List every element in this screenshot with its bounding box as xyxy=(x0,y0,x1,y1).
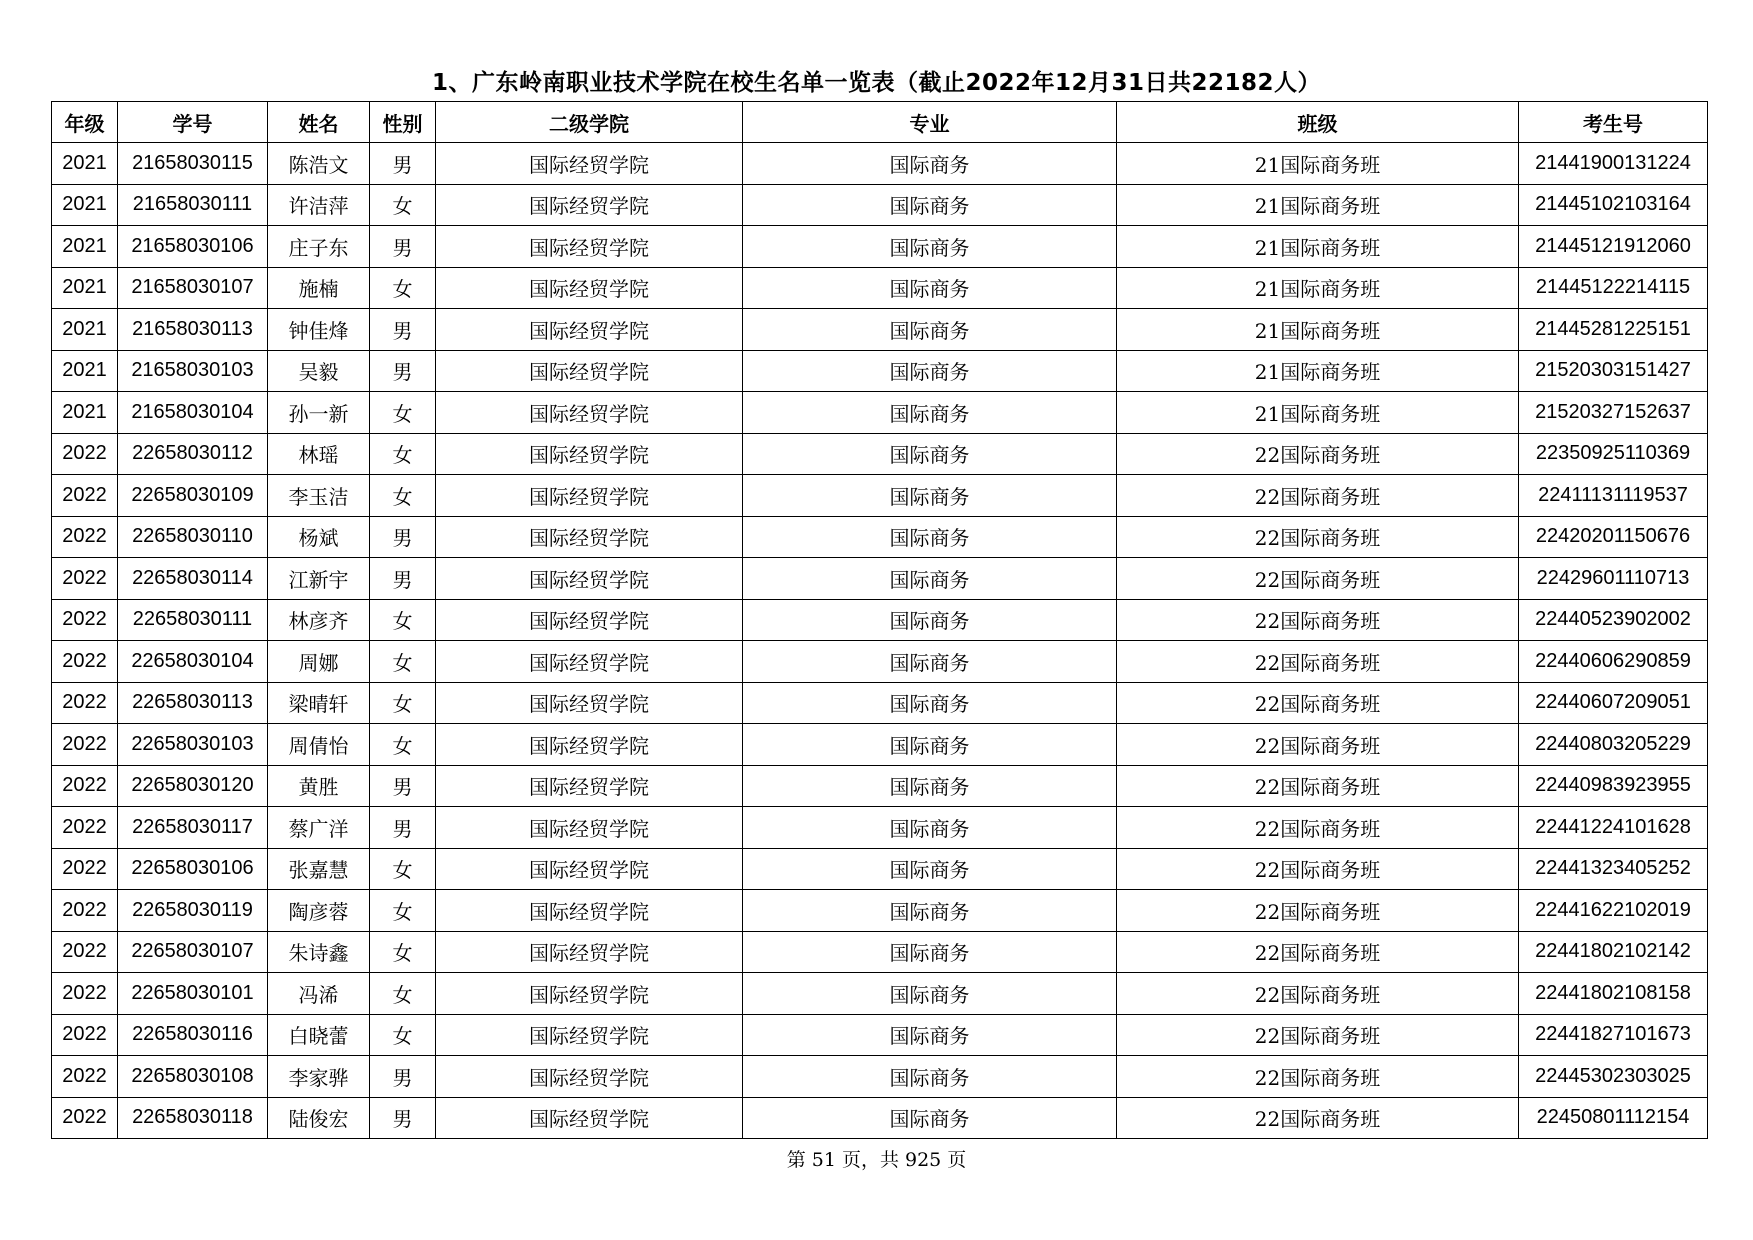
name-cell: 陈浩文 xyxy=(268,143,370,185)
exam-number-cell: 21520327152637 xyxy=(1519,392,1708,434)
table-row xyxy=(52,267,1708,309)
student-id-cell: 22658030117 xyxy=(118,807,268,849)
class-cell: 22国际商务班 xyxy=(1117,516,1519,558)
table-header xyxy=(52,102,1708,143)
grade-cell: 2022 xyxy=(52,1097,118,1139)
student-id-cell: 21658030111 xyxy=(118,184,268,226)
major-cell: 国际商务 xyxy=(743,1056,1117,1098)
grade-cell: 2021 xyxy=(52,309,118,351)
college-cell: 国际经贸学院 xyxy=(436,599,743,641)
major-cell: 国际商务 xyxy=(743,226,1117,268)
exam-number-cell: 22441622102019 xyxy=(1519,890,1708,932)
college-cell: 国际经贸学院 xyxy=(436,1014,743,1056)
name-cell: 冯浠 xyxy=(268,973,370,1015)
name-cell: 李玉洁 xyxy=(268,475,370,517)
exam-number-cell: 21445122214115 xyxy=(1519,267,1708,309)
grade-cell: 2021 xyxy=(52,184,118,226)
class-cell: 22国际商务班 xyxy=(1117,724,1519,766)
gender-cell: 男 xyxy=(370,350,436,392)
exam-number-cell: 22429601110713 xyxy=(1519,558,1708,600)
gender-cell: 男 xyxy=(370,1097,436,1139)
table-row xyxy=(52,807,1708,849)
class-cell: 22国际商务班 xyxy=(1117,558,1519,600)
grade-cell: 2022 xyxy=(52,724,118,766)
class-cell: 22国际商务班 xyxy=(1117,931,1519,973)
page-title: 1、广东岭南职业技术学院在校生名单一览表（截止2022年12月31日共22182人） xyxy=(431,70,1322,96)
class-cell: 21国际商务班 xyxy=(1117,309,1519,351)
major-cell: 国际商务 xyxy=(743,558,1117,600)
gender-cell: 女 xyxy=(370,475,436,517)
student-id-cell: 22658030110 xyxy=(118,516,268,558)
major-cell: 国际商务 xyxy=(743,807,1117,849)
student-id-cell: 21658030107 xyxy=(118,267,268,309)
gender-cell: 男 xyxy=(370,1056,436,1098)
class-cell: 22国际商务班 xyxy=(1117,973,1519,1015)
exam-number-cell: 21520303151427 xyxy=(1519,350,1708,392)
class-cell: 22国际商务班 xyxy=(1117,1014,1519,1056)
college-cell: 国际经贸学院 xyxy=(436,1056,743,1098)
header-row xyxy=(52,102,1708,143)
major-cell: 国际商务 xyxy=(743,641,1117,683)
class-cell: 21国际商务班 xyxy=(1117,143,1519,185)
table-row xyxy=(52,931,1708,973)
exam-number-cell: 21445281225151 xyxy=(1519,309,1708,351)
exam-number-cell: 22440983923955 xyxy=(1519,765,1708,807)
class-cell: 21国际商务班 xyxy=(1117,267,1519,309)
gender-cell: 女 xyxy=(370,641,436,683)
table-row xyxy=(52,724,1708,766)
college-cell: 国际经贸学院 xyxy=(436,848,743,890)
college-cell: 国际经贸学院 xyxy=(436,724,743,766)
student-id-cell: 22658030111 xyxy=(118,599,268,641)
class-cell: 22国际商务班 xyxy=(1117,890,1519,932)
name-cell: 陶彦蓉 xyxy=(268,890,370,932)
column-header-major: 专业 xyxy=(743,102,1117,143)
exam-number-cell: 21441900131224 xyxy=(1519,143,1708,185)
name-cell: 黄胜 xyxy=(268,765,370,807)
class-cell: 22国际商务班 xyxy=(1117,682,1519,724)
name-cell: 吴毅 xyxy=(268,350,370,392)
gender-cell: 男 xyxy=(370,558,436,600)
college-cell: 国际经贸学院 xyxy=(436,765,743,807)
student-id-cell: 22658030112 xyxy=(118,433,268,475)
grade-cell: 2022 xyxy=(52,599,118,641)
class-cell: 21国际商务班 xyxy=(1117,184,1519,226)
grade-cell: 2021 xyxy=(52,267,118,309)
grade-cell: 2021 xyxy=(52,392,118,434)
grade-cell: 2022 xyxy=(52,931,118,973)
grade-cell: 2021 xyxy=(52,143,118,185)
table-row xyxy=(52,890,1708,932)
class-cell: 22国际商务班 xyxy=(1117,807,1519,849)
table-row xyxy=(52,309,1708,351)
exam-number-cell: 22445302303025 xyxy=(1519,1056,1708,1098)
major-cell: 国际商务 xyxy=(743,848,1117,890)
exam-number-cell: 22440523902002 xyxy=(1519,599,1708,641)
exam-number-cell: 22441224101628 xyxy=(1519,807,1708,849)
table-row xyxy=(52,1097,1708,1139)
major-cell: 国际商务 xyxy=(743,1097,1117,1139)
student-id-cell: 22658030103 xyxy=(118,724,268,766)
grade-cell: 2022 xyxy=(52,558,118,600)
exam-number-cell: 22440607209051 xyxy=(1519,682,1708,724)
name-cell: 杨斌 xyxy=(268,516,370,558)
table-row xyxy=(52,516,1708,558)
gender-cell: 女 xyxy=(370,848,436,890)
exam-number-cell: 22441802102142 xyxy=(1519,931,1708,973)
grade-cell: 2022 xyxy=(52,1056,118,1098)
class-cell: 21国际商务班 xyxy=(1117,392,1519,434)
exam-number-cell: 22450801112154 xyxy=(1519,1097,1708,1139)
grade-cell: 2022 xyxy=(52,765,118,807)
gender-cell: 女 xyxy=(370,392,436,434)
column-header-class: 班级 xyxy=(1117,102,1519,143)
college-cell: 国际经贸学院 xyxy=(436,931,743,973)
page-footer: 第 51 页，共 925 页 xyxy=(786,1149,967,1171)
gender-cell: 男 xyxy=(370,226,436,268)
major-cell: 国际商务 xyxy=(743,184,1117,226)
name-cell: 林瑶 xyxy=(268,433,370,475)
class-cell: 21国际商务班 xyxy=(1117,350,1519,392)
exam-number-cell: 22441323405252 xyxy=(1519,848,1708,890)
student-roster-table xyxy=(51,101,1708,1139)
column-header-exam-number: 考生号 xyxy=(1519,102,1708,143)
student-id-cell: 22658030107 xyxy=(118,931,268,973)
class-cell: 22国际商务班 xyxy=(1117,1097,1519,1139)
name-cell: 周娜 xyxy=(268,641,370,683)
table-row xyxy=(52,143,1708,185)
student-id-cell: 22658030113 xyxy=(118,682,268,724)
student-id-cell: 21658030106 xyxy=(118,226,268,268)
table-row xyxy=(52,184,1708,226)
college-cell: 国际经贸学院 xyxy=(436,807,743,849)
name-cell: 庄子东 xyxy=(268,226,370,268)
table-row xyxy=(52,641,1708,683)
student-id-cell: 22658030108 xyxy=(118,1056,268,1098)
grade-cell: 2022 xyxy=(52,1014,118,1056)
exam-number-cell: 22441802108158 xyxy=(1519,973,1708,1015)
student-id-cell: 21658030113 xyxy=(118,309,268,351)
gender-cell: 女 xyxy=(370,184,436,226)
college-cell: 国际经贸学院 xyxy=(436,641,743,683)
name-cell: 陆俊宏 xyxy=(268,1097,370,1139)
grade-cell: 2022 xyxy=(52,973,118,1015)
name-cell: 李家骅 xyxy=(268,1056,370,1098)
major-cell: 国际商务 xyxy=(743,890,1117,932)
major-cell: 国际商务 xyxy=(743,973,1117,1015)
major-cell: 国际商务 xyxy=(743,724,1117,766)
college-cell: 国际经贸学院 xyxy=(436,309,743,351)
table-row xyxy=(52,1056,1708,1098)
college-cell: 国际经贸学院 xyxy=(436,350,743,392)
column-header-gender: 性别 xyxy=(370,102,436,143)
major-cell: 国际商务 xyxy=(743,516,1117,558)
gender-cell: 女 xyxy=(370,267,436,309)
class-cell: 22国际商务班 xyxy=(1117,599,1519,641)
college-cell: 国际经贸学院 xyxy=(436,392,743,434)
college-cell: 国际经贸学院 xyxy=(436,475,743,517)
exam-number-cell: 21445121912060 xyxy=(1519,226,1708,268)
table-row xyxy=(52,1014,1708,1056)
name-cell: 蔡广洋 xyxy=(268,807,370,849)
exam-number-cell: 22350925110369 xyxy=(1519,433,1708,475)
gender-cell: 男 xyxy=(370,516,436,558)
name-cell: 林彦齐 xyxy=(268,599,370,641)
student-id-cell: 22658030101 xyxy=(118,973,268,1015)
class-cell: 21国际商务班 xyxy=(1117,226,1519,268)
college-cell: 国际经贸学院 xyxy=(436,267,743,309)
name-cell: 张嘉慧 xyxy=(268,848,370,890)
grade-cell: 2022 xyxy=(52,682,118,724)
student-id-cell: 21658030115 xyxy=(118,143,268,185)
table-row xyxy=(52,848,1708,890)
major-cell: 国际商务 xyxy=(743,931,1117,973)
exam-number-cell: 22420201150676 xyxy=(1519,516,1708,558)
grade-cell: 2021 xyxy=(52,226,118,268)
major-cell: 国际商务 xyxy=(743,475,1117,517)
gender-cell: 男 xyxy=(370,143,436,185)
grade-cell: 2022 xyxy=(52,433,118,475)
gender-cell: 女 xyxy=(370,599,436,641)
gender-cell: 女 xyxy=(370,1014,436,1056)
name-cell: 白晓蕾 xyxy=(268,1014,370,1056)
exam-number-cell: 22411131119537 xyxy=(1519,475,1708,517)
gender-cell: 女 xyxy=(370,931,436,973)
college-cell: 国际经贸学院 xyxy=(436,516,743,558)
gender-cell: 女 xyxy=(370,724,436,766)
college-cell: 国际经贸学院 xyxy=(436,143,743,185)
name-cell: 江新宇 xyxy=(268,558,370,600)
class-cell: 22国际商务班 xyxy=(1117,433,1519,475)
student-id-cell: 22658030109 xyxy=(118,475,268,517)
student-id-cell: 22658030116 xyxy=(118,1014,268,1056)
column-header-grade: 年级 xyxy=(52,102,118,143)
college-cell: 国际经贸学院 xyxy=(436,682,743,724)
exam-number-cell: 21445102103164 xyxy=(1519,184,1708,226)
class-cell: 22国际商务班 xyxy=(1117,641,1519,683)
name-cell: 施楠 xyxy=(268,267,370,309)
gender-cell: 女 xyxy=(370,973,436,1015)
grade-cell: 2022 xyxy=(52,890,118,932)
major-cell: 国际商务 xyxy=(743,143,1117,185)
column-header-college: 二级学院 xyxy=(436,102,743,143)
table-row xyxy=(52,475,1708,517)
student-id-cell: 22658030104 xyxy=(118,641,268,683)
table-row xyxy=(52,973,1708,1015)
class-cell: 22国际商务班 xyxy=(1117,475,1519,517)
column-header-name: 姓名 xyxy=(268,102,370,143)
grade-cell: 2022 xyxy=(52,807,118,849)
grade-cell: 2022 xyxy=(52,848,118,890)
gender-cell: 女 xyxy=(370,682,436,724)
class-cell: 22国际商务班 xyxy=(1117,848,1519,890)
student-id-cell: 22658030106 xyxy=(118,848,268,890)
college-cell: 国际经贸学院 xyxy=(436,433,743,475)
name-cell: 朱诗鑫 xyxy=(268,931,370,973)
table-body xyxy=(52,143,1708,1139)
college-cell: 国际经贸学院 xyxy=(436,558,743,600)
major-cell: 国际商务 xyxy=(743,433,1117,475)
table-row xyxy=(52,682,1708,724)
college-cell: 国际经贸学院 xyxy=(436,184,743,226)
name-cell: 钟佳烽 xyxy=(268,309,370,351)
college-cell: 国际经贸学院 xyxy=(436,890,743,932)
table-row xyxy=(52,558,1708,600)
grade-cell: 2022 xyxy=(52,475,118,517)
student-id-cell: 22658030119 xyxy=(118,890,268,932)
student-id-cell: 22658030118 xyxy=(118,1097,268,1139)
student-id-cell: 21658030104 xyxy=(118,392,268,434)
table-row xyxy=(52,350,1708,392)
name-cell: 梁晴轩 xyxy=(268,682,370,724)
table-row xyxy=(52,226,1708,268)
gender-cell: 女 xyxy=(370,433,436,475)
gender-cell: 男 xyxy=(370,807,436,849)
major-cell: 国际商务 xyxy=(743,765,1117,807)
grade-cell: 2022 xyxy=(52,641,118,683)
college-cell: 国际经贸学院 xyxy=(436,1097,743,1139)
major-cell: 国际商务 xyxy=(743,350,1117,392)
table-row xyxy=(52,599,1708,641)
table-row xyxy=(52,765,1708,807)
student-id-cell: 22658030114 xyxy=(118,558,268,600)
major-cell: 国际商务 xyxy=(743,599,1117,641)
gender-cell: 女 xyxy=(370,890,436,932)
gender-cell: 男 xyxy=(370,309,436,351)
major-cell: 国际商务 xyxy=(743,309,1117,351)
grade-cell: 2021 xyxy=(52,350,118,392)
name-cell: 孙一新 xyxy=(268,392,370,434)
major-cell: 国际商务 xyxy=(743,392,1117,434)
exam-number-cell: 22441827101673 xyxy=(1519,1014,1708,1056)
major-cell: 国际商务 xyxy=(743,1014,1117,1056)
class-cell: 22国际商务班 xyxy=(1117,765,1519,807)
name-cell: 周倩怡 xyxy=(268,724,370,766)
student-id-cell: 22658030120 xyxy=(118,765,268,807)
exam-number-cell: 22440606290859 xyxy=(1519,641,1708,683)
gender-cell: 男 xyxy=(370,765,436,807)
name-cell: 许洁萍 xyxy=(268,184,370,226)
table-row xyxy=(52,433,1708,475)
college-cell: 国际经贸学院 xyxy=(436,973,743,1015)
major-cell: 国际商务 xyxy=(743,682,1117,724)
grade-cell: 2022 xyxy=(52,516,118,558)
column-header-student-id: 学号 xyxy=(118,102,268,143)
major-cell: 国际商务 xyxy=(743,267,1117,309)
table-row xyxy=(52,392,1708,434)
student-id-cell: 21658030103 xyxy=(118,350,268,392)
class-cell: 22国际商务班 xyxy=(1117,1056,1519,1098)
exam-number-cell: 22440803205229 xyxy=(1519,724,1708,766)
college-cell: 国际经贸学院 xyxy=(436,226,743,268)
